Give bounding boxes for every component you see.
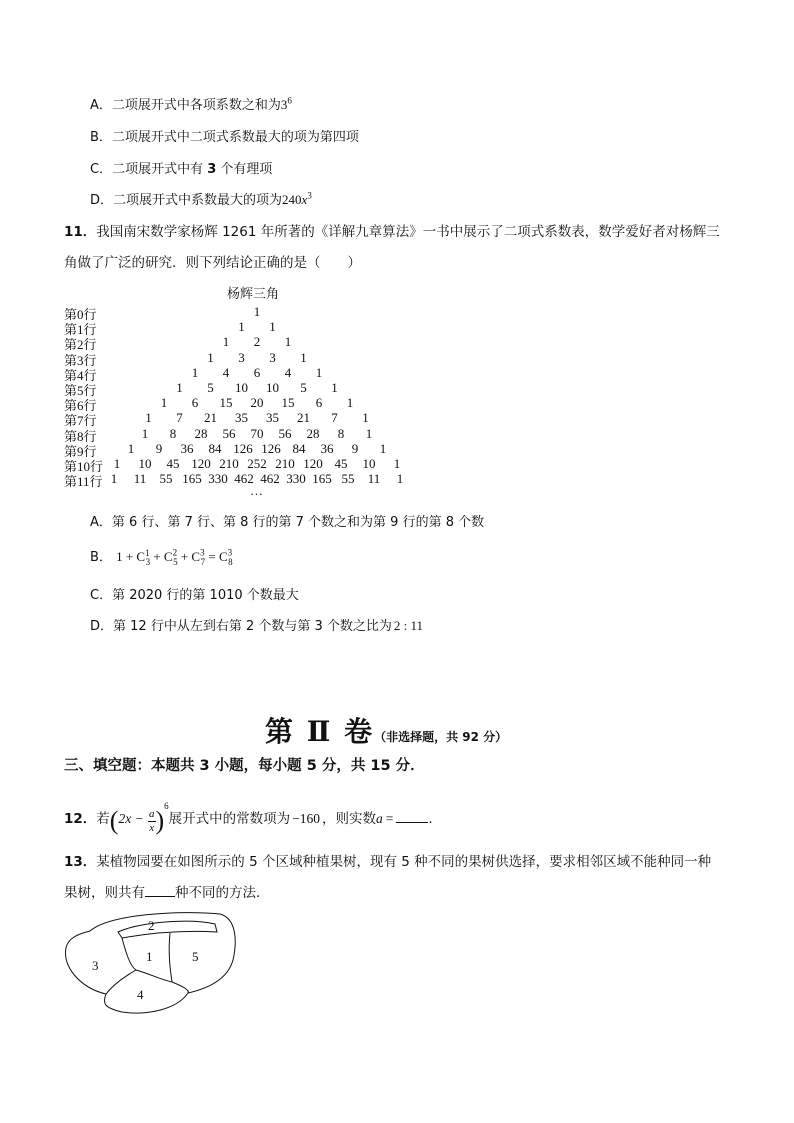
- q10-option-b: [90, 126, 359, 145]
- triangle-number: 55: [341, 471, 355, 487]
- triangle-number: 252: [247, 456, 267, 471]
- triangle-number: 330: [208, 471, 228, 487]
- triangle-number: 1: [222, 334, 230, 350]
- option-text: 第 6 行、第 7 行、第 8 行的第 7 个数之和为第 9 行的第 8 个数: [111, 515, 485, 530]
- triangle-row: [64, 395, 484, 414]
- triangle-number: 11: [367, 471, 381, 487]
- triangle-number: 1: [284, 334, 292, 350]
- triangle-number: 330: [286, 471, 306, 487]
- option-text: 二项展开式中有: [112, 162, 208, 177]
- triangle-number: 1: [331, 380, 338, 395]
- boundary-1-5: [169, 933, 172, 982]
- triangle-number: 20: [250, 395, 264, 411]
- question-text: 果树，则共有: [64, 885, 145, 901]
- triangle-number: 70: [250, 425, 264, 441]
- math-base: 3: [280, 97, 288, 112]
- triangle-ellipsis: …: [250, 483, 263, 498]
- triangle-number: 45: [334, 456, 348, 471]
- math-equals: =: [385, 811, 394, 826]
- question-text: 角做了广泛的研究．则下列结论正确的是（ ）: [64, 255, 361, 271]
- option-letter: D．: [90, 619, 114, 634]
- triangle-row-label: 第9行: [64, 443, 97, 459]
- triangle-row: [64, 304, 484, 322]
- triangle-number: 1: [315, 364, 323, 380]
- triangle-row: [64, 349, 484, 368]
- math-value: −160: [292, 811, 321, 826]
- option-text: 第 12 行中从左到右第 2 个数与第 3 个数之比为: [113, 619, 392, 634]
- triangle-number: 1: [346, 395, 354, 411]
- triangle-number: 1: [238, 319, 245, 335]
- option-number: 3: [207, 162, 217, 177]
- answer-blank: [396, 822, 428, 823]
- triangle-number: 2: [253, 334, 261, 350]
- part2-subtitle: （非选择题，共 92 分）: [374, 730, 508, 744]
- fraction-denominator: x: [149, 822, 155, 834]
- triangle-number: 6: [253, 364, 261, 380]
- triangle-number: 7: [331, 410, 338, 426]
- triangle-number: 6: [315, 395, 323, 411]
- triangle-number: 3: [238, 349, 245, 365]
- triangle-number: 15: [219, 395, 233, 411]
- option-letter: A．: [90, 515, 112, 530]
- triangle-number: 35: [235, 410, 248, 426]
- triangle-number: 126: [261, 440, 281, 456]
- triangle-number: 1: [160, 395, 168, 411]
- triangle-number: 1: [379, 440, 387, 456]
- triangle-number: 210: [275, 456, 295, 471]
- boundary-1-4: [136, 970, 188, 993]
- math-exponent: 6: [287, 95, 292, 106]
- triangle-row-label: 第10行: [64, 459, 104, 474]
- q11-line1: [64, 220, 720, 240]
- triangle-number: 56: [222, 425, 236, 441]
- triangle-number: 1: [110, 471, 118, 487]
- q11-line2: [64, 251, 361, 271]
- q10-option-c: [90, 158, 272, 177]
- triangle-number: 165: [312, 471, 332, 487]
- fraction: [148, 808, 156, 835]
- triangle-row-label: 第2行: [64, 337, 97, 353]
- q10-option-a: [90, 94, 292, 113]
- triangle-number: 1: [269, 319, 276, 335]
- q11-option-b: [90, 546, 233, 567]
- region-label-5: 5: [192, 949, 199, 964]
- math-exponent: 6: [164, 801, 169, 811]
- region-2-boundary: [118, 921, 217, 938]
- triangle-number: 8: [169, 425, 177, 441]
- triangle-number: 10: [266, 380, 279, 395]
- triangle-number: 462: [234, 471, 254, 487]
- triangle-row: [64, 319, 484, 338]
- triangle-number: 36: [320, 440, 334, 456]
- triangle-number: 55: [159, 471, 173, 487]
- triangle-row: [64, 334, 484, 353]
- triangle-number: 126: [233, 440, 253, 456]
- region-label-3: 3: [92, 958, 99, 973]
- q13-line2: [64, 881, 270, 901]
- boundary-1-3: [122, 938, 136, 970]
- triangle-row-label: 第3行: [64, 352, 97, 368]
- q12: [64, 801, 433, 835]
- triangle-number: 9: [351, 440, 359, 456]
- question-text: 某植物园要在如图所示的 5 个区域种植果树，现有 5 种不同的果树供选择，要求相邻区域不能种同一种: [96, 854, 712, 870]
- triangle-number: 1: [396, 471, 404, 487]
- triangle-number: 9: [155, 440, 163, 456]
- triangle-row-label: 第0行: [64, 307, 97, 322]
- triangle-number: 165: [182, 471, 202, 487]
- option-letter: B．: [90, 550, 112, 565]
- option-letter: A．: [90, 98, 112, 113]
- answer-blank: [145, 896, 175, 897]
- triangle-number: 28: [306, 425, 320, 441]
- triangle-number: 5: [300, 380, 307, 395]
- triangle-number: 10: [362, 456, 376, 471]
- option-letter: C．: [90, 588, 113, 603]
- triangle-number: 28: [194, 425, 208, 441]
- question-number: 12．: [64, 811, 97, 827]
- region-label-4: 4: [137, 987, 144, 1002]
- question-text: ，则实数: [322, 811, 377, 827]
- triangle-number: 1: [393, 456, 401, 471]
- triangle-row: [64, 410, 484, 429]
- triangle-row: [64, 471, 484, 490]
- triangle-number: 1: [365, 425, 373, 441]
- option-text: 二项展开式中二项式系数最大的项为第四项: [111, 130, 359, 145]
- yanghui-triangle-title: 杨辉三角: [227, 286, 280, 301]
- triangle-number: 56: [278, 425, 292, 441]
- q13-line1: [64, 850, 711, 870]
- option-text: 个有理项: [216, 162, 273, 177]
- part2-heading: [265, 710, 507, 750]
- triangle-number: 210: [219, 456, 239, 471]
- triangle-number: 1: [127, 440, 135, 456]
- triangle-number: 1: [176, 380, 183, 395]
- region-label-1: 1: [146, 949, 153, 964]
- triangle-number: 1: [191, 364, 199, 380]
- option-text: 二项展开式中系数最大的项为: [113, 193, 283, 208]
- triangle-number: 1: [113, 456, 121, 471]
- triangle-number: 84: [292, 440, 306, 456]
- triangle-number: 1: [362, 410, 369, 426]
- option-text: 二项展开式中各项系数之和为: [111, 98, 281, 113]
- option-letter: D．: [90, 193, 114, 208]
- triangle-number: 21: [297, 410, 310, 426]
- q11-option-c: [90, 584, 299, 603]
- question-text: 若: [96, 811, 110, 827]
- math-expr: 2x −: [118, 811, 144, 826]
- q11-option-a: [90, 511, 484, 530]
- math-exponent: 3: [307, 190, 312, 201]
- question-number: 13．: [64, 854, 97, 870]
- triangle-number: 4: [284, 364, 292, 380]
- triangle-number: 462: [260, 471, 280, 487]
- option-b-formula: $1 + C^1_3 + C^2_5 + C^3_7 = C^3_8$: [116, 547, 233, 567]
- q11-option-d: [90, 615, 423, 634]
- triangle-number: 45: [166, 456, 180, 471]
- triangle-number: 15: [281, 395, 295, 411]
- triangle-number: 120: [191, 456, 211, 471]
- triangle-number: 1: [145, 410, 152, 426]
- question-text: 种不同的方法．: [175, 885, 270, 901]
- math-variable: a: [376, 811, 383, 826]
- triangle-row-label: 第1行: [64, 322, 97, 338]
- triangle-number: 1: [300, 349, 307, 365]
- triangle-row-label: 第8行: [64, 428, 97, 444]
- option-letter: C．: [90, 162, 113, 177]
- triangle-row: [64, 380, 484, 398]
- triangle-number: 6: [191, 395, 199, 411]
- option-text: 第 2020 行的第 1010 个数最大: [112, 588, 299, 603]
- triangle-number: 8: [337, 425, 345, 441]
- region-map-figure: [60, 908, 240, 1020]
- triangle-number: 5: [207, 380, 214, 395]
- triangle-number: 1: [207, 349, 214, 365]
- triangle-number: 4: [222, 364, 230, 380]
- triangle-row: [64, 440, 484, 459]
- triangle-number: 10: [138, 456, 152, 471]
- triangle-number: 11: [133, 471, 147, 487]
- triangle-row-label: 第6行: [64, 398, 97, 414]
- region-label-2: 2: [148, 918, 155, 933]
- option-ratio: 2 : 11: [393, 618, 424, 633]
- question-text: 我国南宋数学家杨辉 1261 年所著的《详解九章算法》一书中展示了二项式系数表，数学爱好者对杨辉三: [96, 224, 720, 240]
- question-text: .: [428, 811, 433, 827]
- triangle-row-label: 第4行: [64, 367, 97, 383]
- question-text: 展开式中的常数项为: [168, 811, 291, 827]
- triangle-row-label: 第7行: [64, 413, 97, 429]
- math-variable: x: [301, 192, 308, 207]
- triangle-number: 7: [176, 410, 183, 426]
- option-letter: B．: [90, 130, 112, 145]
- triangle-row-label: 第5行: [64, 383, 97, 398]
- triangle-number: 1: [141, 425, 149, 441]
- question-number: 11．: [64, 224, 97, 240]
- paren-right: ): [155, 806, 165, 835]
- triangle-number: 35: [266, 410, 279, 426]
- triangle-number: 1: [253, 304, 261, 319]
- triangle-number: 10: [235, 380, 248, 395]
- triangle-number: 3: [269, 349, 276, 365]
- triangle-row: [64, 425, 484, 444]
- fraction-numerator: a: [149, 808, 155, 820]
- boundary-3-4: [106, 970, 136, 994]
- part2-title: 第 Ⅱ 卷: [265, 715, 375, 748]
- paren-left: (: [109, 806, 119, 835]
- triangle-number: 21: [204, 410, 217, 426]
- triangle-row-label: 第11行: [64, 474, 103, 490]
- triangle-row: [64, 364, 484, 383]
- triangle-number: 36: [180, 440, 194, 456]
- triangle-row: [64, 456, 484, 474]
- triangle-number: 120: [303, 456, 323, 471]
- q10-option-d: [90, 189, 312, 208]
- math-coefficient: 240: [282, 192, 302, 207]
- section3-heading: 三、填空题：本题共 3 小题，每小题 5 分，共 15 分．: [64, 758, 425, 774]
- triangle-number: 84: [208, 440, 222, 456]
